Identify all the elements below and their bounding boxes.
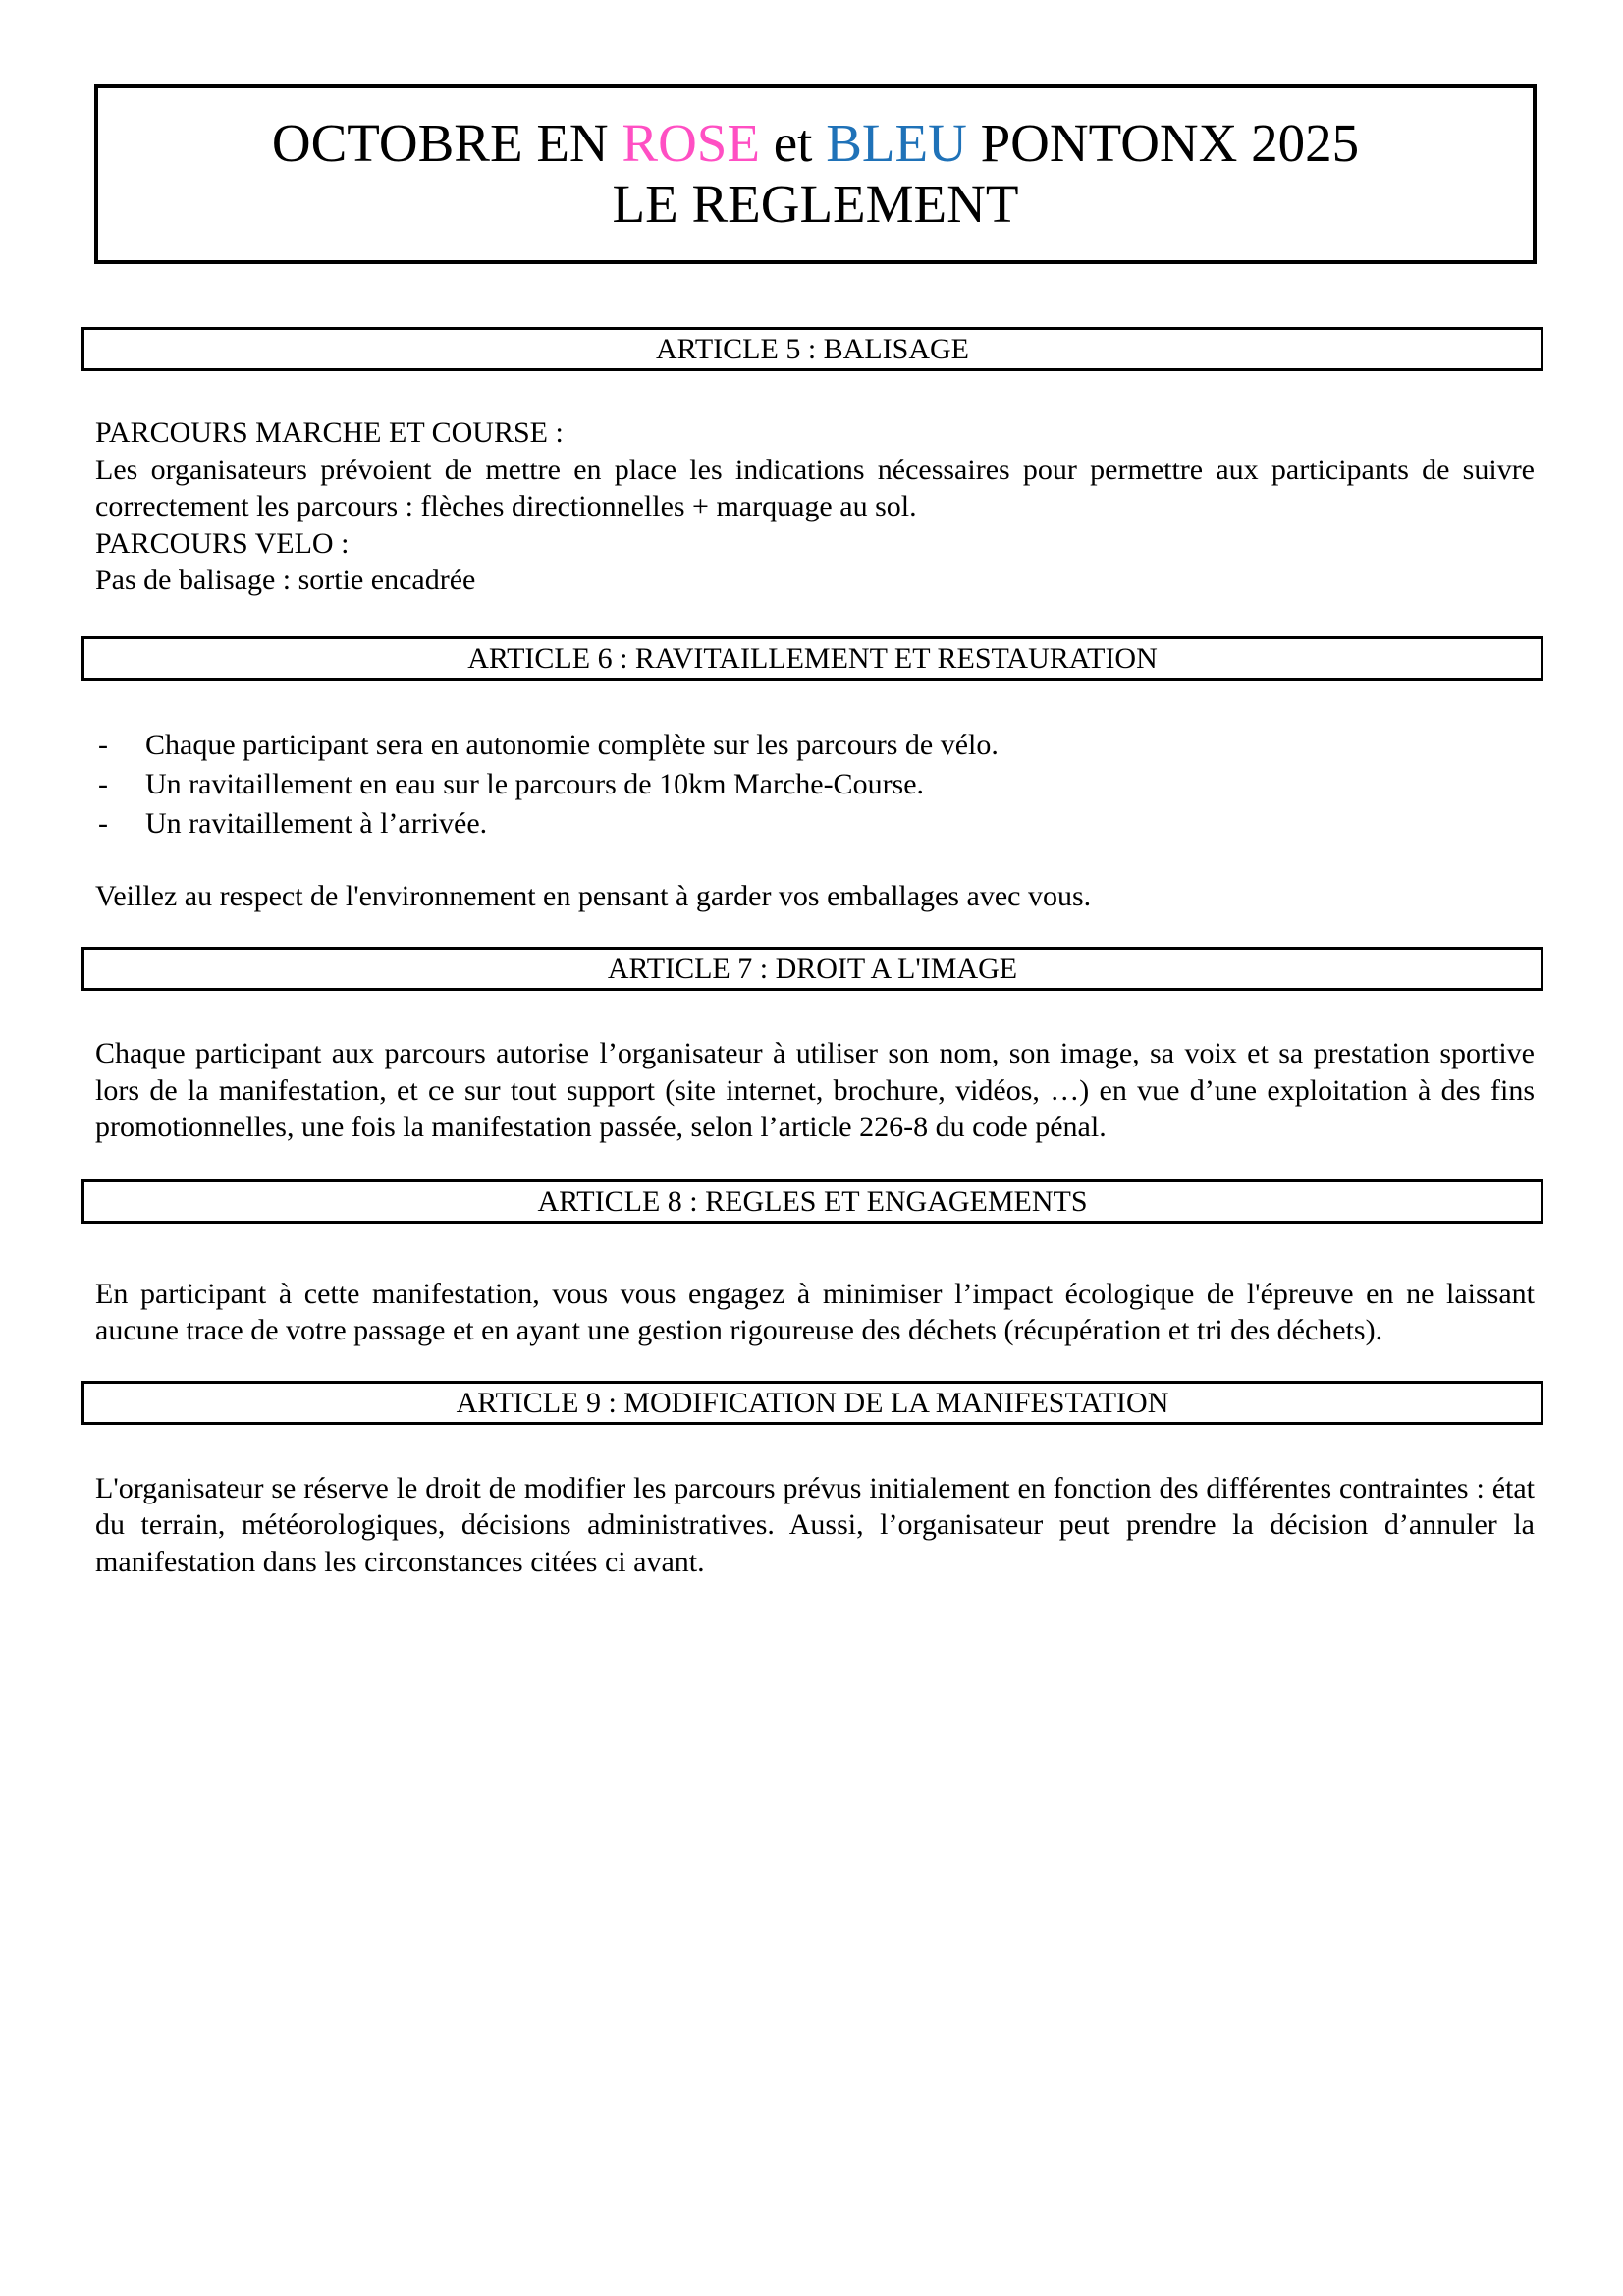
article-6-bullet-list <box>95 726 1535 844</box>
title-text-bleu: BLEU <box>826 113 967 173</box>
bullet-text-autonomie: Chaque participant sera en autonomie complète sur les parcours de vélo. <box>145 728 999 761</box>
article-6-header-box <box>81 636 1543 681</box>
article-8-paragraph: En participant à cette manifestation, vous vous engagez à minimiser l’impact écologique de l'épreuve en ne laissant aucune trace de votre passage et en ayant une gestion rigoureuse des déchets (récupération et tri des déchets). <box>95 1277 1535 1346</box>
article-8-header-box <box>81 1179 1543 1224</box>
bullet-text-ravitaillement-arrivee: Un ravitaillement à l’arrivée. <box>145 806 488 840</box>
title-text-conjunction: et <box>760 113 827 173</box>
article-6-header-label: ARTICLE 6 : RAVITAILLEMENT ET RESTAURATION <box>467 641 1158 675</box>
title-text-prefix: OCTOBRE EN <box>271 113 622 173</box>
article-5-subheading-marche: PARCOURS MARCHE ET COURSE : <box>95 416 564 449</box>
article-5-paragraph: Les organisateurs prévoient de mettre en place les indications nécessaires pour permettre aux participants de suivre correctement les parcours : flèches directionnelles + marquage au sol. <box>95 453 1535 522</box>
bullet-dash-icon: - <box>98 728 108 761</box>
list-item <box>95 804 1535 844</box>
article-7-paragraph: Chaque participant aux parcours autorise l’organisateur à utiliser son nom, son image, sa voix et sa prestation sportive lors de la manifestation, et ce sur tout support (site internet, brochure, vidéos, …) en vue d’une exploitation à des fins promotionnelles, une fois la manifestation passée, selon l’article 226-8 du code pénal. <box>95 1037 1535 1143</box>
article-5-line-balisage: Pas de balisage : sortie encadrée <box>95 564 476 596</box>
list-item <box>95 726 1535 765</box>
title-text-suffix: PONTONX 2025 <box>966 113 1360 173</box>
bullet-text-ravitaillement-eau: Un ravitaillement en eau sur le parcours de 10km Marche-Course. <box>145 767 925 800</box>
article-5-subheading-velo: PARCOURS VELO : <box>95 526 350 560</box>
article-7-header-label: ARTICLE 7 : DROIT A L'IMAGE <box>607 953 1018 985</box>
article-7-header-box <box>81 947 1543 991</box>
article-5-body <box>95 414 1535 599</box>
title-text-rose: ROSE <box>622 113 760 173</box>
document-title-box <box>94 84 1537 264</box>
article-6-environment-note: Veillez au respect de l'environnement en pensant à garder vos emballages avec vous. <box>95 879 1092 912</box>
article-5-header-label: ARTICLE 5 : BALISAGE <box>655 333 969 365</box>
article-5-header-box <box>81 327 1543 371</box>
article-9-header-label: ARTICLE 9 : MODIFICATION DE LA MANIFESTATION <box>456 1386 1169 1419</box>
list-item <box>95 765 1535 804</box>
article-9-header-box <box>81 1381 1543 1425</box>
document-title-line-1 <box>98 113 1533 174</box>
bullet-dash-icon: - <box>98 806 108 840</box>
article-9-paragraph: L'organisateur se réserve le droit de modifier les parcours prévus initialement en fonction des différentes contraintes : état du terrain, météorologiques, décisions administratives. Aussi, l’organisateur peut prendre la décision d’annuler la manifestation dans les circonstances citées ci avant. <box>95 1471 1535 1578</box>
document-subtitle: LE REGLEMENT <box>612 174 1019 234</box>
article-8-header-label: ARTICLE 8 : REGLES ET ENGAGEMENTS <box>537 1184 1088 1218</box>
bullet-dash-icon: - <box>98 767 108 800</box>
